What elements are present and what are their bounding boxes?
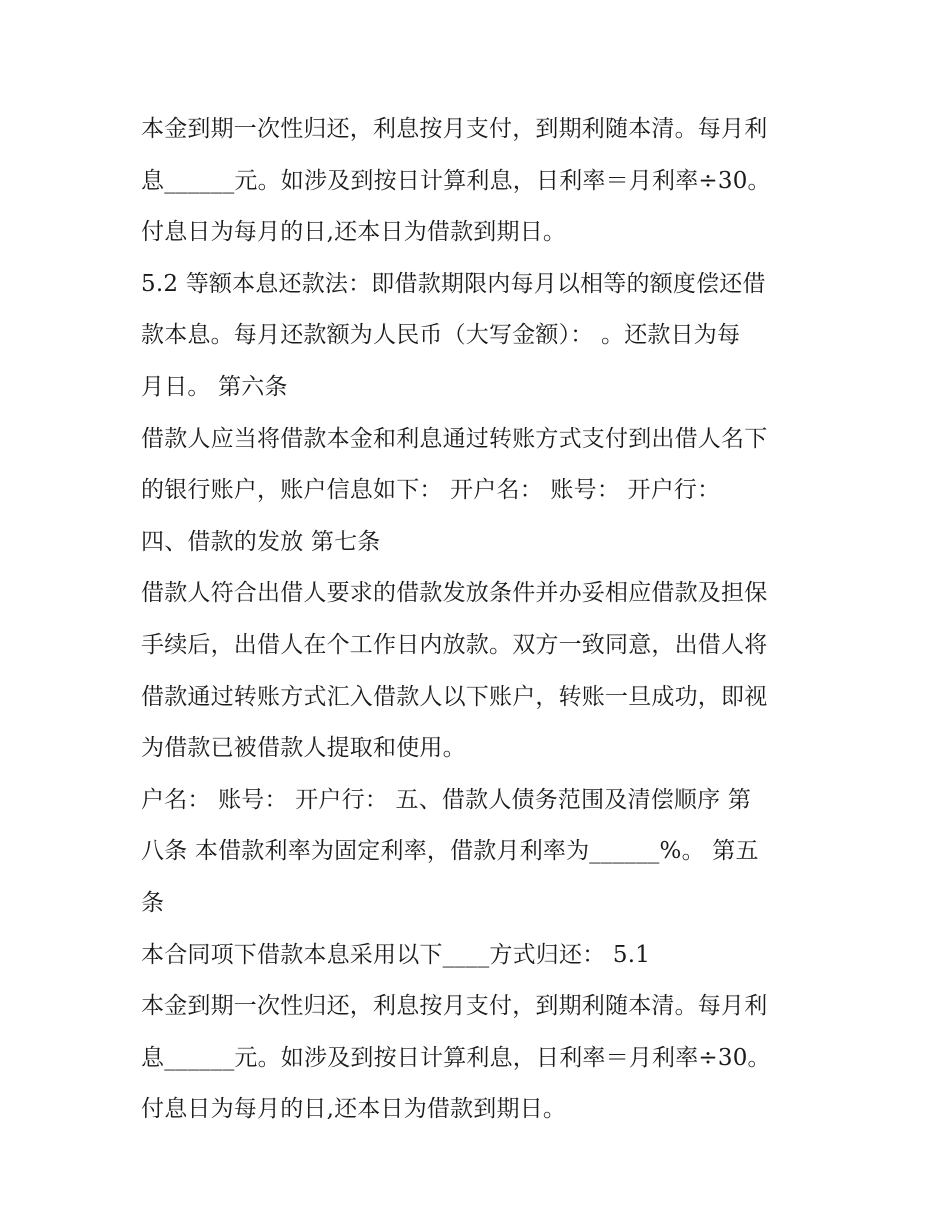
text-line: 四、借款的发放 第七条 [141, 528, 381, 555]
text-line: 手续后，出借人在个工作日内放款。双方一致同意，出借人将 [141, 631, 768, 658]
text-line: 息______元。如涉及到按日计算利息，日利率＝月利率÷30。 [141, 167, 771, 194]
document-body [141, 104, 821, 1136]
text-line: 付息日为每月的日,还本日为借款到期日。 [141, 219, 567, 246]
text-line: 本金到期一次性归还，利息按月支付，到期利随本清。每月利 [141, 116, 768, 142]
text-line: 借款人符合出借人要求的借款发放条件并办妥相应借款及担保 [141, 580, 768, 607]
text-line: 为借款已被借款人提取和使用。 [141, 735, 466, 762]
text-line: 户名： 账号： 开户行： 五、借款人债务范围及清偿顺序 第 [141, 786, 752, 813]
text-line: 付息日为每月的日,还本日为借款到期日。 [141, 1096, 567, 1123]
text-line: 月日。 第六条 [141, 373, 288, 400]
text-line: 借款人应当将借款本金和利息通过转账方式支付到出借人名下 [141, 425, 768, 452]
text-line: 5.2 等额本息还款法：即借款期限内每月以相等的额度偿还借 [141, 270, 766, 297]
text-line: 本合同项下借款本息采用以下____方式归还： 5.1 [141, 941, 651, 968]
text-line: 的银行账户，账户信息如下： 开户名： 账号： 开户行： [141, 477, 721, 504]
text-line: 条 [141, 889, 165, 916]
text-line: 借款通过转账方式汇入借款人以下账户，转账一旦成功，即视 [141, 683, 768, 710]
text-line: 本金到期一次性归还，利息按月支付，到期利随本清。每月利 [141, 993, 768, 1020]
text-line: 息______元。如涉及到按日计算利息，日利率＝月利率÷30。 [141, 1044, 771, 1071]
text-line: 八条 本借款利率为固定利率，借款月利率为______%。 第五 [141, 838, 759, 865]
text-line: 款本息。每月还款额为人民币（大写金额）： 。还款日为每 [141, 322, 741, 349]
